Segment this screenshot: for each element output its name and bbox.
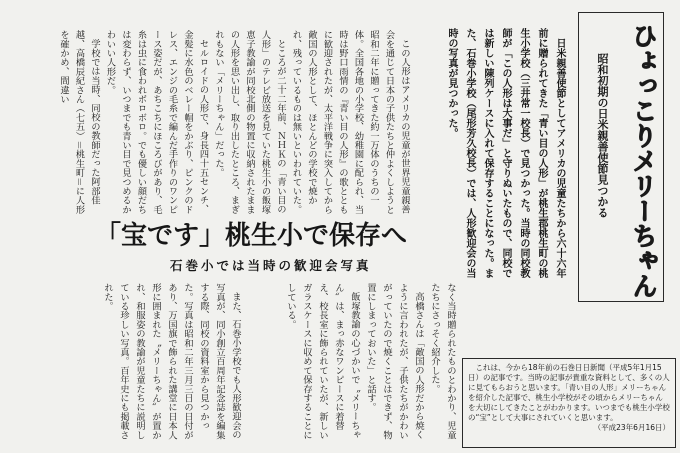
body-paragraph: また、石巻小学校でも人形歓迎会の写真が、同小創立百周年記念誌を編集する際、同校の資料室から見つかった。写真は昭和二年三月三日の日付があり、万国旗で飾られた講堂に日本人形に囲まれた〝メリーちゃん〟が置かれ、和服姿の教諭が児童たちに説明している珍しい写真。百年史にも掲載された。 bbox=[102, 283, 241, 440]
title-box bbox=[578, 12, 664, 302]
lead-paragraph: 日米親善使節としてアメリカの児童たちから六十六年前に贈られてきた「青い目の人形」が桃生郡桃生町の桃生小学校（三井常一校長）で見つかった。当時の同校教師が「この人形は大事だ」と守りぬいたもので、同校では新しい陳列ケースに入れて保存することになった。また、石巻小学校（尾形芳久校長）では、人形歓迎会の当時の写真が見つかった。 bbox=[446, 28, 565, 278]
body-paragraph: 飯塚教諭の心づかいで〝メリーちゃん〟は、まっ赤なワンピースに着替え、校長室に飾られていたが、新しいガラスケースに収めて保存することにしている。 bbox=[285, 283, 360, 440]
lead-paragraph-block bbox=[423, 28, 568, 278]
body-lower-right-block bbox=[258, 283, 458, 447]
subheadline: 石巻小では当時の歓迎会写真 bbox=[170, 258, 372, 273]
body-upper-block bbox=[15, 30, 412, 217]
headline: 「宝です」桃生小で保存へ bbox=[95, 221, 408, 251]
body-lower-left-block bbox=[15, 283, 243, 447]
body-paragraph: この人形はアメリカの児童が世界児童親善会を通じて日本の子供たちと仲よくしようと昭和二年に贈ってきた約一万体のうちの一体。全国各地の小学校、幼稚園に配られ、当時は野口雨情の『青い目の人形』の歌とともに歓迎されたが、太平洋戦争に突入してから敵国の人形として、ほとんどの学校で焼かれ、残っているものは無いといわれていた。 bbox=[290, 30, 410, 214]
body-paragraph: セルロイドの人形で、身長四十五センチ、金髪に水色のベレー帽をかぶり、ピンクのドレス、エンジの毛糸で編んだ手作りのワンピース姿だが、あちこちにほころびがあり、毛糸は虫に食われボロボロ。でも優しい顔だちは変わらず、いつまでも青い目で見つめるかわいい人形だ。 bbox=[104, 30, 209, 214]
editor-note-box bbox=[462, 358, 676, 448]
body-paragraph: 高橋さんは「敵国の人形だから焼くように言われたが、子供たちがかわいがっていたので焼くことはできず、物置にしまっておいた」と話す。 bbox=[365, 283, 424, 440]
body-paragraph-continued: なく当時贈られたものとわかり、児童たちにさっそく紹介した。 bbox=[429, 283, 456, 440]
article-title: ひょっこりメリーちゃん bbox=[629, 23, 658, 298]
editor-note-date: （平成23年6月16日） bbox=[593, 423, 670, 432]
body-paragraph: ところが二十二年前、ＮＨＫの「青い目の人形」のテレビ放送を見ていた桃生小の飯塚恵子教諭が同校北側の物置に収納されたままの人形を思い出し、取り出したところ、まぎれもない「メリーちゃん」だった。 bbox=[213, 30, 286, 214]
editor-note-text: これは、今から18年前の石巻日日新聞（平成5年1月15日）の記事です。当時の記事が貴重な資料として、多くの人に見てもらおうと思います。「青い目の人形」メリーちゃんを紹介した記事で、桃生小学校がその頃からメリーちゃんを大切にしてきたことがわかります。いつまでも桃生小学校の“宝”として大事にされていくと思います。 bbox=[468, 363, 670, 422]
body-paragraph: 学校では当時、同校の教師だった阿部佳越、高橋辰紀さん（七五）＝桃生町＝に人形を確かめ、間違い bbox=[58, 30, 100, 214]
article-subtitle: 昭和初期の日米親善使節見つかる bbox=[596, 53, 609, 218]
